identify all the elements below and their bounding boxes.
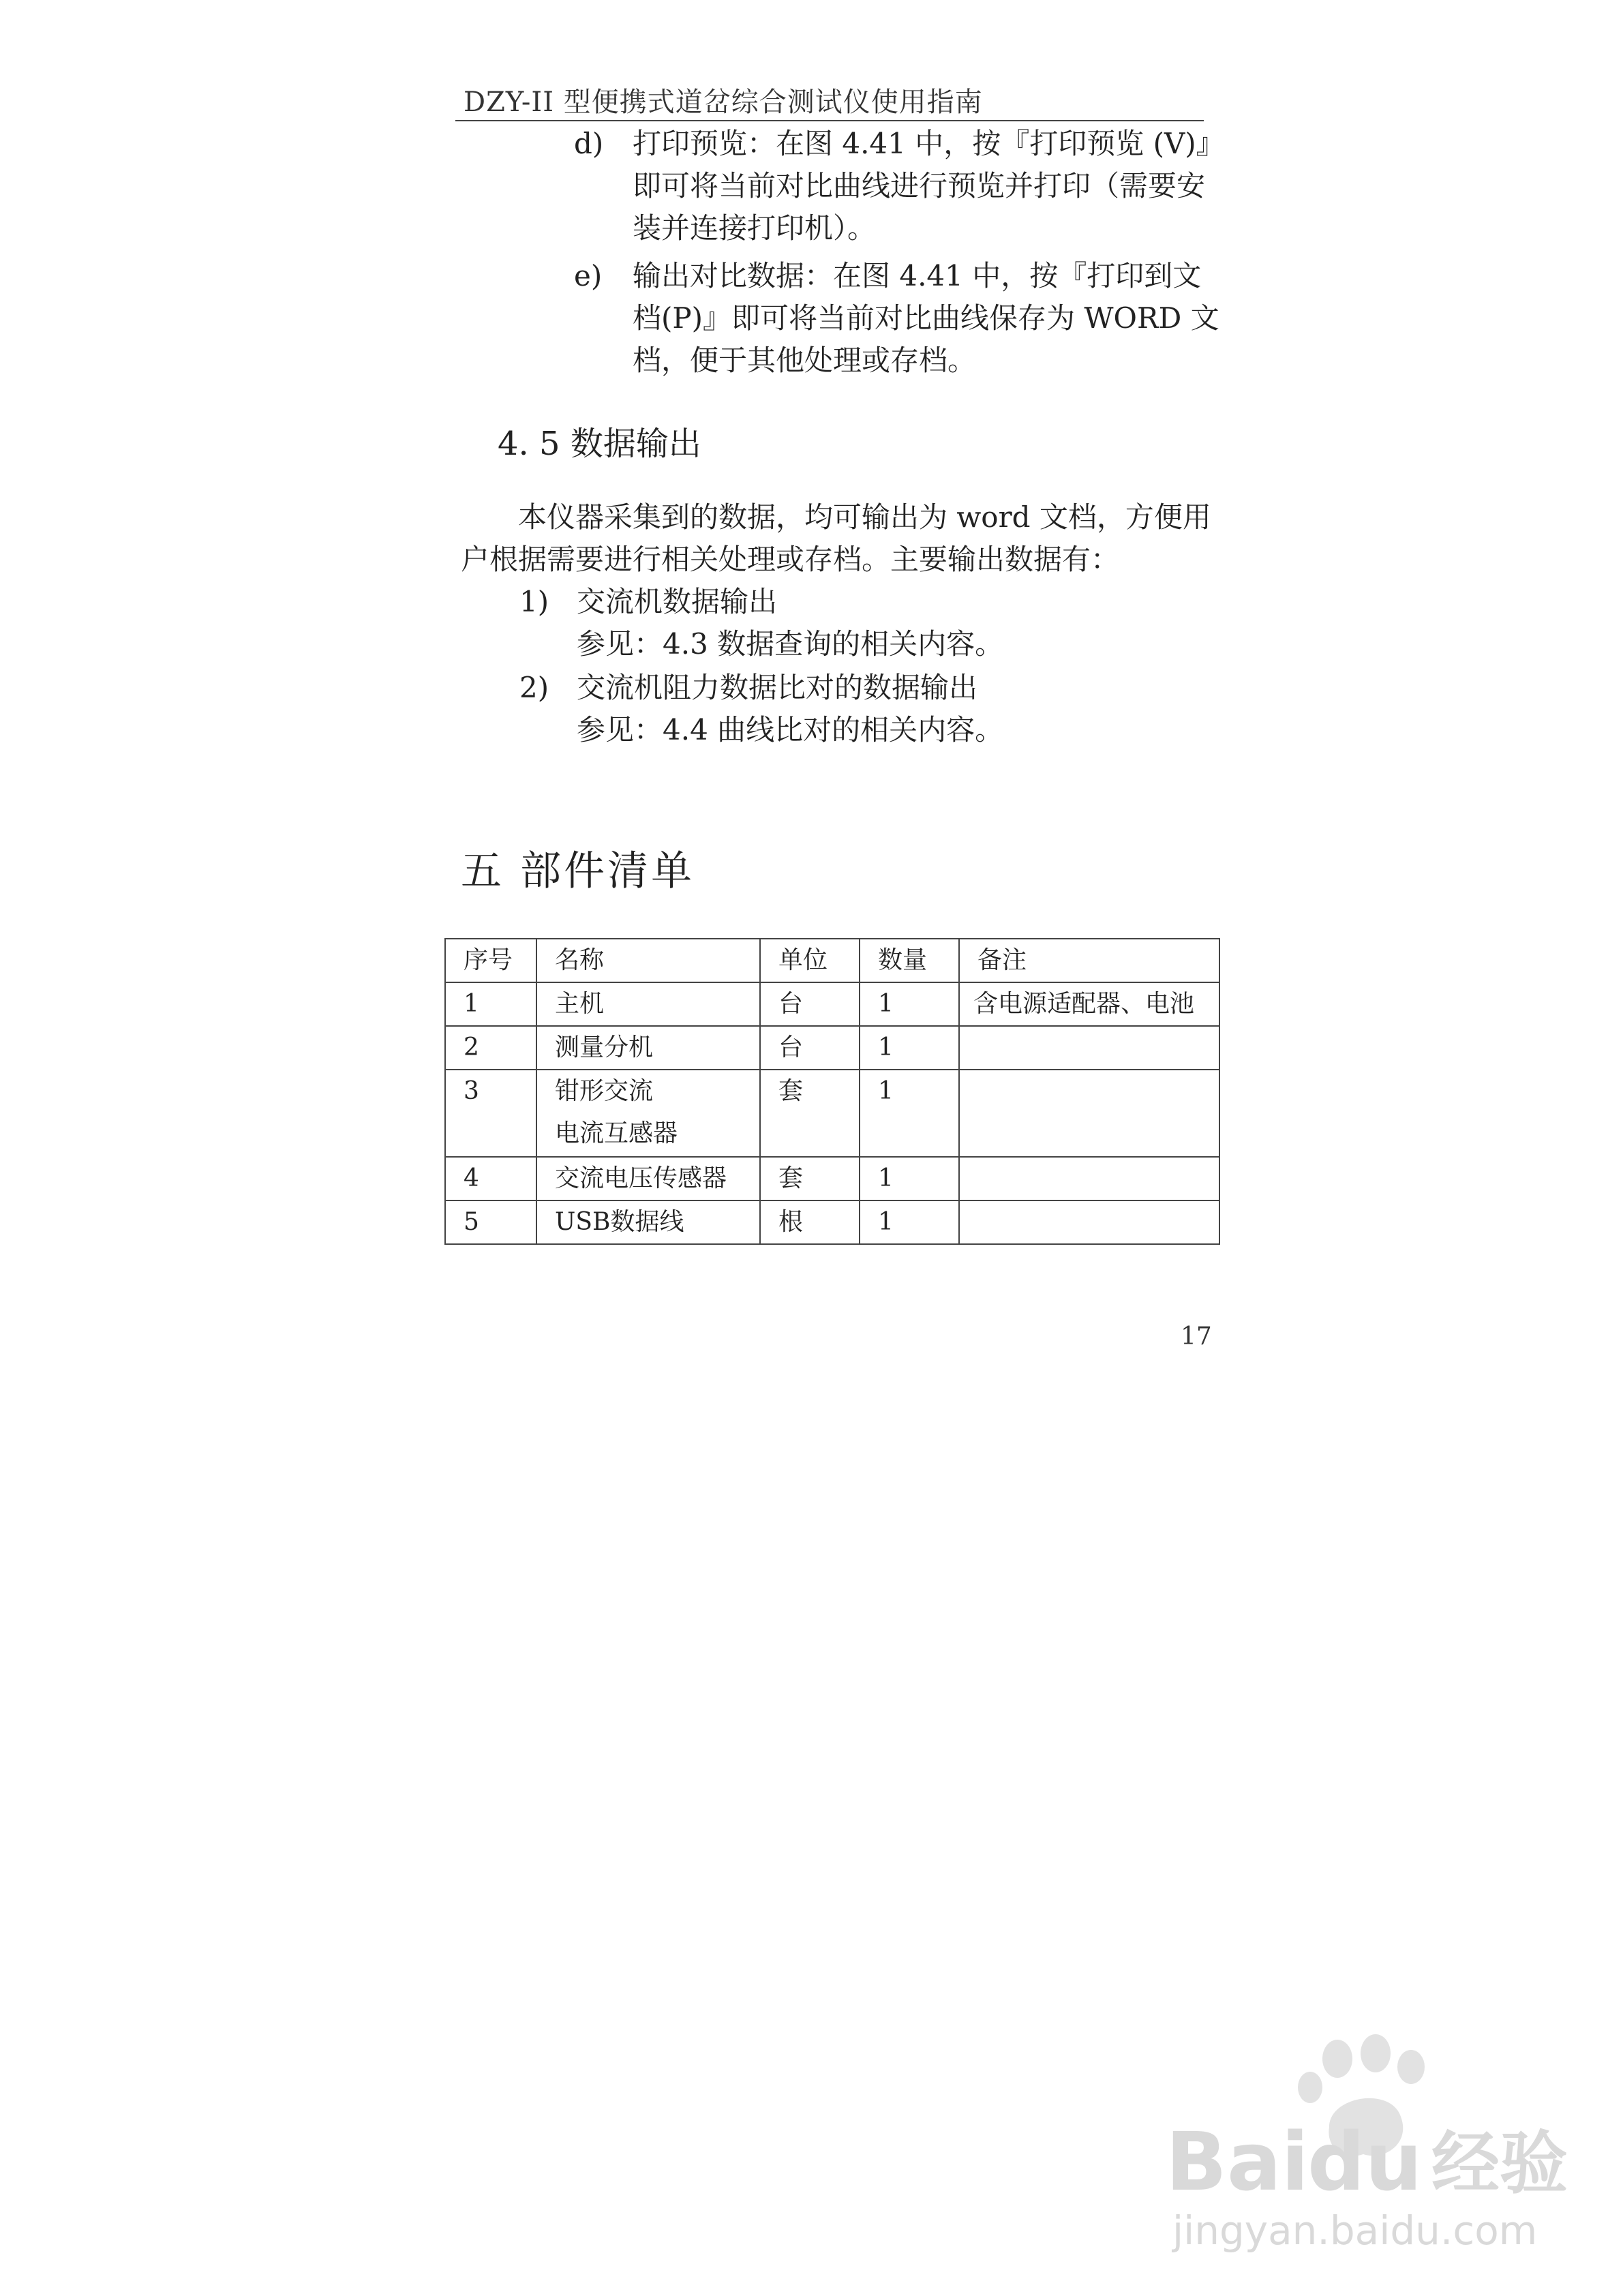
section-4-5-intro [461,496,1211,581]
table-row [445,1070,1219,1157]
cell-unit: 套 [760,1157,860,1200]
watermark-brand: Bai [1166,2115,1309,2209]
cell-no: 3 [445,1070,536,1157]
cell-unit: 套 [760,1070,860,1157]
list-item-title: 交流机阻力数据比对的数据输出 [577,671,978,704]
text-line: 户根据需要进行相关处理或存档。主要输出数据有： [461,543,1120,576]
table-row [445,1200,1219,1244]
cell-unit: 根 [760,1200,860,1244]
table-header-row [445,939,1219,982]
parts-table [444,938,1220,1245]
table-row [445,1026,1219,1070]
list-marker-1: 1) [519,585,549,618]
cell-no: 1 [445,982,536,1026]
cell-name: 主机 [536,982,760,1026]
list-item-2 [577,667,1003,751]
document-header: DZY-II 型便携式道岔综合测试仪使用指南 [464,87,983,118]
table-row [445,1157,1219,1200]
list-item-e-text [633,255,1219,382]
cell-no: 5 [445,1200,536,1244]
cell-qty: 1 [860,982,959,1026]
section-heading-5: 五 部件清单 [461,847,695,895]
column-header: 单位 [760,939,860,982]
cell-note [959,1200,1219,1244]
section-heading-4-5: 4. 5 数据输出 [498,425,701,463]
column-header: 名称 [536,939,760,982]
list-item-title: 交流机数据输出 [577,585,778,618]
cell-name [536,1070,760,1157]
column-header: 序号 [445,939,536,982]
cell-note: 含电源适配器、电池 [959,982,1219,1026]
cell-note [959,1026,1219,1070]
watermark-url: jingyan.baidu.com [1172,2207,1538,2254]
cell-unit: 台 [760,982,860,1026]
list-marker-d: d) [574,127,604,160]
text-line: 档(P)』即可将当前对比曲线保存为 WORD 文 [633,301,1219,335]
cell-name: 交流电压传感器 [536,1157,760,1200]
cell-name: USB数据线 [536,1200,760,1244]
list-item-1 [577,581,1003,665]
column-header: 备注 [959,939,1219,982]
cell-qty: 1 [860,1157,959,1200]
text-line: 输出对比数据：在图 4.41 中，按『打印到文 [633,259,1202,292]
watermark-product: 经验 [1431,2124,1568,2203]
cell-name: 测量分机 [536,1026,760,1070]
list-item-d-text [633,123,1225,250]
text-line: 打印预览：在图 4.41 中，按『打印预览 (V)』 [633,127,1225,160]
cell-note [959,1157,1219,1200]
column-header: 数量 [860,939,959,982]
list-marker-e: e) [574,259,603,292]
text-line: 档，便于其他处理或存档。 [633,344,977,377]
text-line: 本仪器采集到的数据，均可输出为 word 文档，方便用 [518,500,1211,534]
cell-name-line: 电流互感器 [555,1119,678,1147]
watermark-brand-tail: du [1307,2115,1423,2209]
header-divider [455,120,1204,121]
list-item-reference: 参见：4.4 曲线比对的相关内容。 [577,713,1004,746]
list-marker-2: 2) [519,671,549,704]
cell-no: 4 [445,1157,536,1200]
cell-qty: 1 [860,1070,959,1157]
cell-unit: 台 [760,1026,860,1070]
baidu-jingyan-watermark [1159,2031,1595,2256]
cell-qty: 1 [860,1026,959,1070]
cell-no: 2 [445,1026,536,1070]
text-line: 装并连接打印机）。 [633,211,877,245]
cell-note [959,1070,1219,1157]
cell-qty: 1 [860,1200,959,1244]
list-item-reference: 参见：4.3 数据查询的相关内容。 [577,627,1004,661]
text-line: 即可将当前对比曲线进行预览并打印（需要安 [633,169,1206,202]
table-row [445,982,1219,1026]
cell-name-line: 钳形交流 [555,1077,654,1105]
page-number: 17 [1181,1323,1212,1350]
